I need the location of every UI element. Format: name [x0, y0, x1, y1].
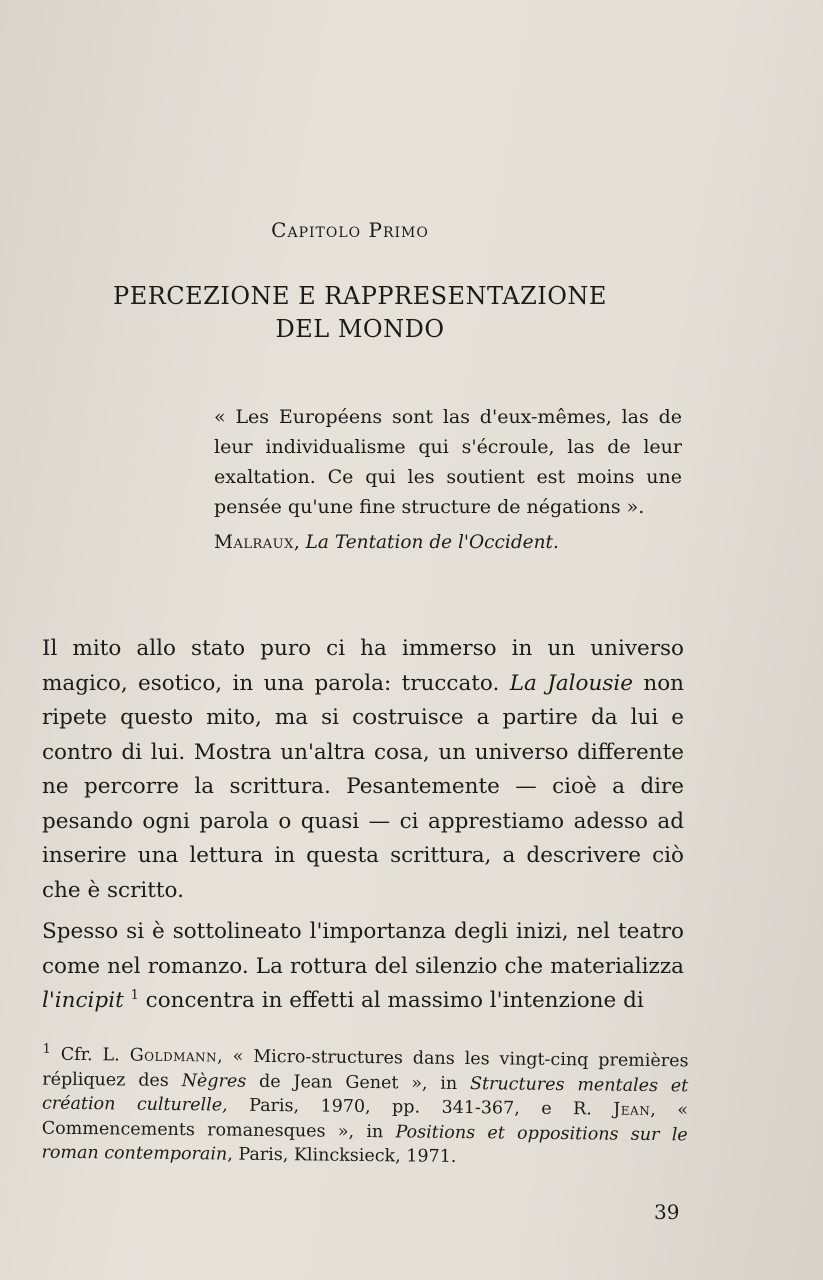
epigraph-work: La Tentation de l'Occident. [305, 532, 559, 553]
paragraph-1 [42, 632, 684, 908]
footnote-text-b: , « Micro-structures dans les vingt-cinq premières répliquez des [42, 1046, 689, 1091]
footnote [41, 1043, 688, 1172]
footnote-text-e: , « Commencements romanesques », in [41, 1099, 689, 1142]
footnote-number: 1 [42, 1041, 51, 1057]
footnote-title-1: Nègres [181, 1070, 247, 1092]
chapter-title-line-1: PERCEZIONE E RAPPRESENTAZIONE [113, 282, 607, 310]
epigraph-author: Malraux [214, 532, 294, 553]
epigraph-separator: , [293, 532, 306, 553]
epigraph-attribution [214, 532, 682, 553]
paragraph-1-title: La Jalousie [509, 670, 633, 696]
footnote-text-d: Paris, 1970, pp. 341-367, e R. [227, 1095, 614, 1120]
body-text [42, 632, 684, 1019]
footnote-title-2: Structures mentales et création culturelle, [41, 1073, 689, 1116]
chapter-label: Capitolo Primo [271, 218, 429, 242]
footnote-author-2: Jean [613, 1099, 651, 1120]
epigraph-quote: « Les Européens sont las d'eux-mêmes, las de leur individualisme qui s'écroule, las de leur exaltation. Ce qui les soutient est moins une pensée qu'une fine structure de négations ». [214, 406, 682, 518]
footnote-text-c: de Jean Genet », in [246, 1071, 471, 1094]
paragraph-2 [42, 915, 684, 1019]
footnote-author-1: Goldmann [129, 1045, 218, 1067]
paragraph-2-text-a: Spesso si è sottolineato l'importanza degli inizi, nel teatro come nel romanzo. La rottura del silenzio che materializza [42, 919, 684, 979]
footnote-text-f: , Paris, Klincksieck, 1971. [227, 1144, 457, 1167]
paragraph-2-term: l'incipit [42, 988, 124, 1013]
chapter-title [80, 280, 640, 346]
chapter-title-line-2: DEL MONDO [275, 315, 445, 343]
footnote-title-3: Positions et oppositions sur le roman contemporain [41, 1121, 688, 1165]
paragraph-2-text-b: concentra in effetti al massimo l'intenzione di [138, 988, 644, 1013]
paragraph-1-text-b: non ripete questo mito, ma si costruisce a partire da lui e contro di lui. Mostra un'altra cosa, un universo differente ne percorre la scrittura. Pesantemente — cioè a dire pesando ogni parola o quasi — ci apprestiamo adesso ad inserire una lettura in questa scrittura, a descrivere ciò che è scritto. [42, 670, 684, 903]
paragraph-1-text-a: Il mito allo stato puro ci ha immerso in un universo magico, esotico, in una parola: truccato. [42, 636, 684, 696]
footnote-ref: 1 [130, 987, 139, 1003]
footnote-text-a: Cfr. L. [50, 1044, 130, 1066]
page-number: 39 [654, 1200, 680, 1224]
